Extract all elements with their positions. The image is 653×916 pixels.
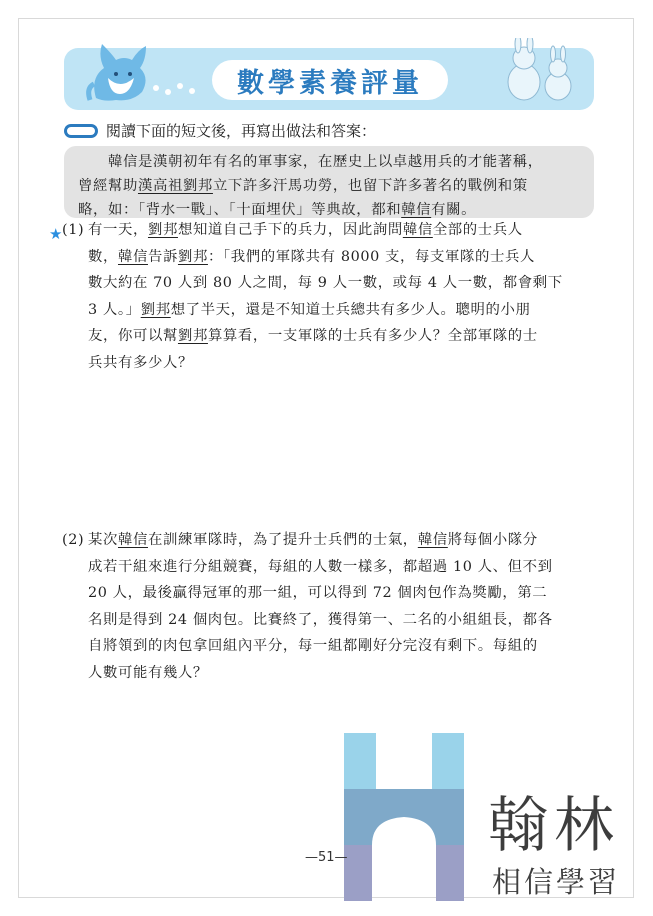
underlined-name: 韓信: [117, 532, 148, 548]
question-number: (1): [62, 222, 85, 238]
question-1: [62, 217, 563, 376]
publisher-slogan: 相信學習: [492, 865, 621, 899]
text-span: 想知道自己手下的兵力，因此詢問: [177, 222, 403, 238]
page-title: 數學素養評量: [237, 67, 423, 99]
text-span: 告訴: [147, 248, 178, 265]
question-number: (2): [62, 532, 85, 548]
text-span: 20 人，最後贏得冠軍的那一組，可以得到 72 個肉包作為獎勵，第二: [88, 585, 548, 601]
underlined-name: 漢高祖劉邦: [137, 178, 213, 194]
question-line: [62, 244, 563, 271]
question-line: [62, 297, 563, 324]
question-line: [62, 660, 553, 687]
text-span: 在訓練軍隊時，為了提升士兵們的士氣，: [147, 532, 418, 548]
question-line: [62, 527, 553, 554]
hanlin-logo-icon: [344, 733, 464, 901]
text-span: 3 人。」: [88, 301, 141, 318]
underlined-name: 韓信: [117, 248, 148, 265]
text-span: 某次: [88, 532, 118, 548]
title-pill: [212, 60, 448, 100]
underlined-name: 韓信: [401, 202, 432, 218]
text-span: 全部的士兵人: [432, 222, 523, 238]
question-line: [62, 270, 563, 297]
question-line: [62, 580, 553, 607]
question-line: [62, 607, 553, 634]
question-line: [62, 217, 563, 244]
text-span: 略，如：「背水一戰」、「十面埋伏」等典故，都和: [78, 202, 402, 218]
text-span: ：「我們的軍隊共有 8000 支，每支軍隊的士兵人: [207, 248, 535, 265]
text-span: 人數可能有幾人？: [88, 664, 208, 681]
reading-passage: [64, 146, 594, 218]
fox-illustration-icon: [86, 38, 158, 106]
text-span: 算算看，一支軍隊的士兵有多少人？全部軍隊的士: [207, 328, 538, 344]
question-2: [62, 527, 553, 686]
underlined-name: 韓信: [402, 222, 433, 238]
text-span: 將每個小隊分: [447, 532, 538, 548]
text-span: 韓信是漢朝初年有名的軍事家，在歷史上以卓越用兵的才能著稱，: [107, 154, 543, 170]
text-span: 成若干組來進行分組競賽，每組的人數一樣多，都超過 10 人、但不到: [88, 558, 553, 575]
question-line: [62, 633, 553, 660]
underlined-name: 劉邦: [140, 301, 171, 318]
page-number: —51—: [305, 850, 348, 865]
text-span: 友，你可以幫: [88, 328, 178, 344]
instruction-marker-icon: [64, 124, 98, 138]
text-span: 數大約在 70 人到 80 人之間，每 9 人一數，或每 4 人一數，都會剩下: [88, 275, 563, 291]
text-span: 曾經幫助: [78, 178, 138, 194]
text-span: 名則是得到 24 個肉包。比賽終了，獲得第一、二名的小組組長，都各: [88, 611, 553, 628]
text-span: 兵共有多少人？: [88, 354, 193, 371]
text-span: 想了半天，還是不知道士兵總共有多少人。聰明的小朋: [170, 301, 531, 318]
challenge-star-icon: ★: [49, 225, 63, 243]
passage-line: [78, 150, 580, 174]
question-line: [62, 323, 563, 350]
question-line: [62, 350, 563, 377]
text-span: 有一天，: [88, 222, 148, 238]
underlined-name: 劉邦: [177, 248, 208, 265]
flower-decoration-icon: [150, 78, 200, 98]
publisher-name: 翰林: [488, 791, 620, 861]
text-span: 有關。: [431, 202, 477, 218]
underlined-name: 劉邦: [177, 328, 208, 344]
text-span: 自將領到的肉包拿回組內平分，每一組都剛好分完沒有剩下。每組的: [88, 638, 538, 654]
question-line: [62, 554, 553, 581]
text-span: 數，: [88, 248, 118, 265]
underlined-name: 韓信: [417, 532, 448, 548]
text-span: 立下許多汗馬功勞，也留下許多著名的戰例和策: [212, 178, 528, 194]
bunnies-illustration-icon: [494, 38, 584, 104]
instruction-text: 閱讀下面的短文後，再寫出做法和答案：: [106, 122, 377, 140]
passage-line: [78, 174, 580, 198]
underlined-name: 劉邦: [147, 222, 178, 238]
